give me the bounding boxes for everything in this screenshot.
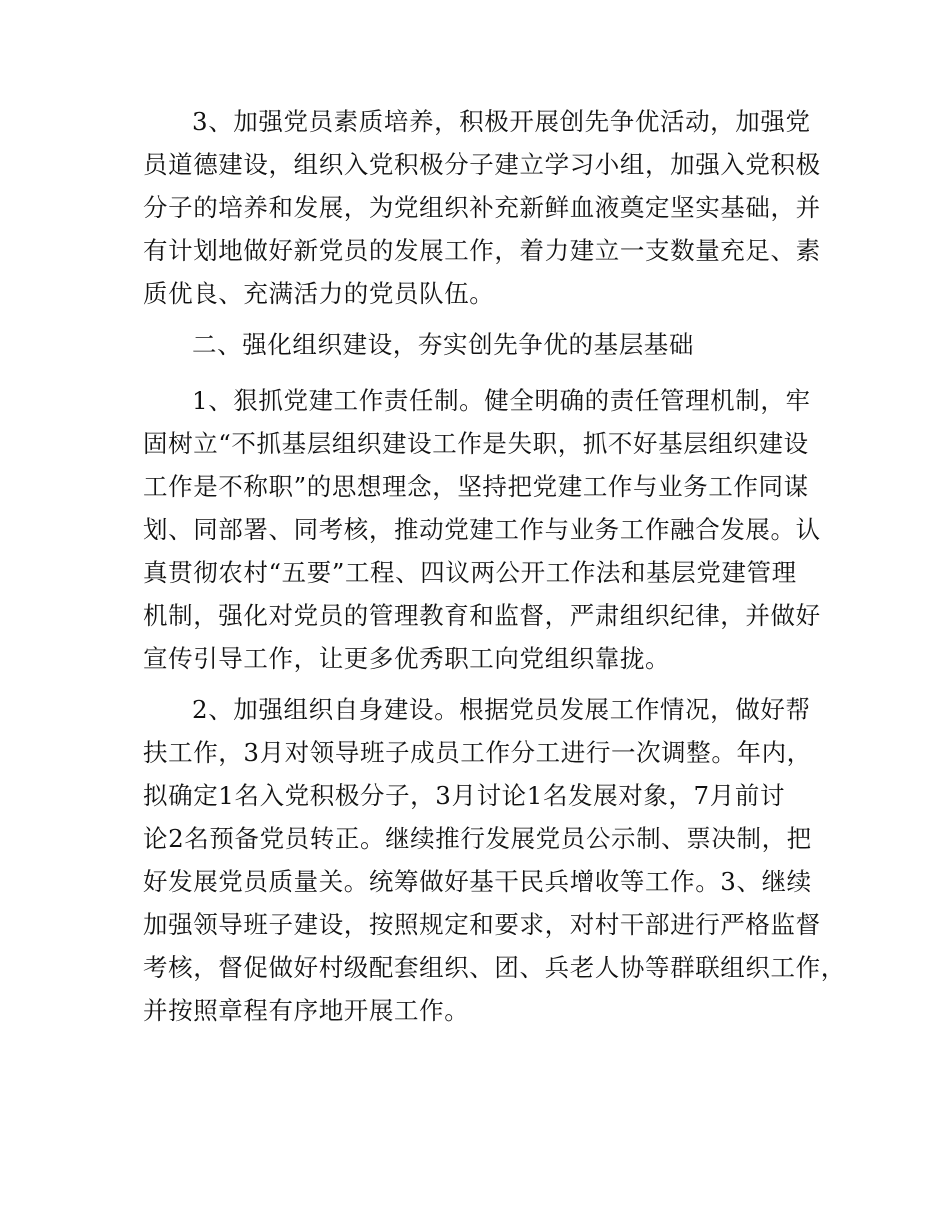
paragraph-responsibility-system [143,379,821,680]
section-heading [143,323,813,366]
text-line: 并按照章程有序地开展工作。 [143,996,470,1025]
text-line: 论2名预备党员转正。继续推行发展党员公示制、票决制，把 [143,824,812,853]
paragraph-organization-building [143,688,846,1032]
text-line: 3、加强党员素质培养，积极开展创先争优活动，加强党 [192,107,811,136]
paragraph-member-quality [143,100,821,315]
text-line: 扶工作，3月对领导班子成员工作分工进行一次调整。年内， [143,738,812,767]
heading-text: 二、强化组织建设，夯实创先争优的基层基础 [192,330,694,359]
text-line: 真贯彻农村“五要”工程、四议两公开工作法和基层党建管理 [143,558,797,587]
text-line: 考核，督促做好村级配套组织、团、兵老人协等群联组织工作， [143,953,846,982]
text-line: 1、狠抓党建工作责任制。健全明确的责任管理机制，牢 [192,386,811,415]
text-line: 有计划地做好新党员的发展工作，着力建立一支数量充足、素 [143,236,821,265]
text-line: 2、加强组织自身建设。根据党员发展工作情况，做好帮 [192,695,811,724]
text-line: 固树立“不抓基层组织建设工作是失职，抓不好基层组织建设 [143,429,809,458]
text-line: 加强领导班子建设，按照规定和要求，对村干部进行严格监督 [143,910,821,939]
text-line: 拟确定1名入党积极分子，3月讨论1名发展对象，7月前讨 [143,781,786,810]
text-line: 工作是不称职”的思想理念，坚持把党建工作与业务工作同谋 [143,472,809,501]
text-line: 机制，强化对党员的管理教育和监督，严肃组织纪律，并做好 [143,601,821,630]
text-line: 好发展党员质量关。统筹做好基干民兵增收等工作。3、继续 [143,867,812,896]
text-line: 宣传引导工作，让更多优秀职工向党组织靠拢。 [143,644,671,673]
document-body [143,100,846,1040]
text-line: 分子的培养和发展，为党组织补充新鲜血液奠定坚实基础，并 [143,193,821,222]
text-line: 员道德建设，组织入党积极分子建立学习小组，加强入党积极 [143,150,821,179]
text-line: 质优良、充满活力的党员队伍。 [143,279,495,308]
text-line: 划、同部署、同考核，推动党建工作与业务工作融合发展。认 [143,515,821,544]
